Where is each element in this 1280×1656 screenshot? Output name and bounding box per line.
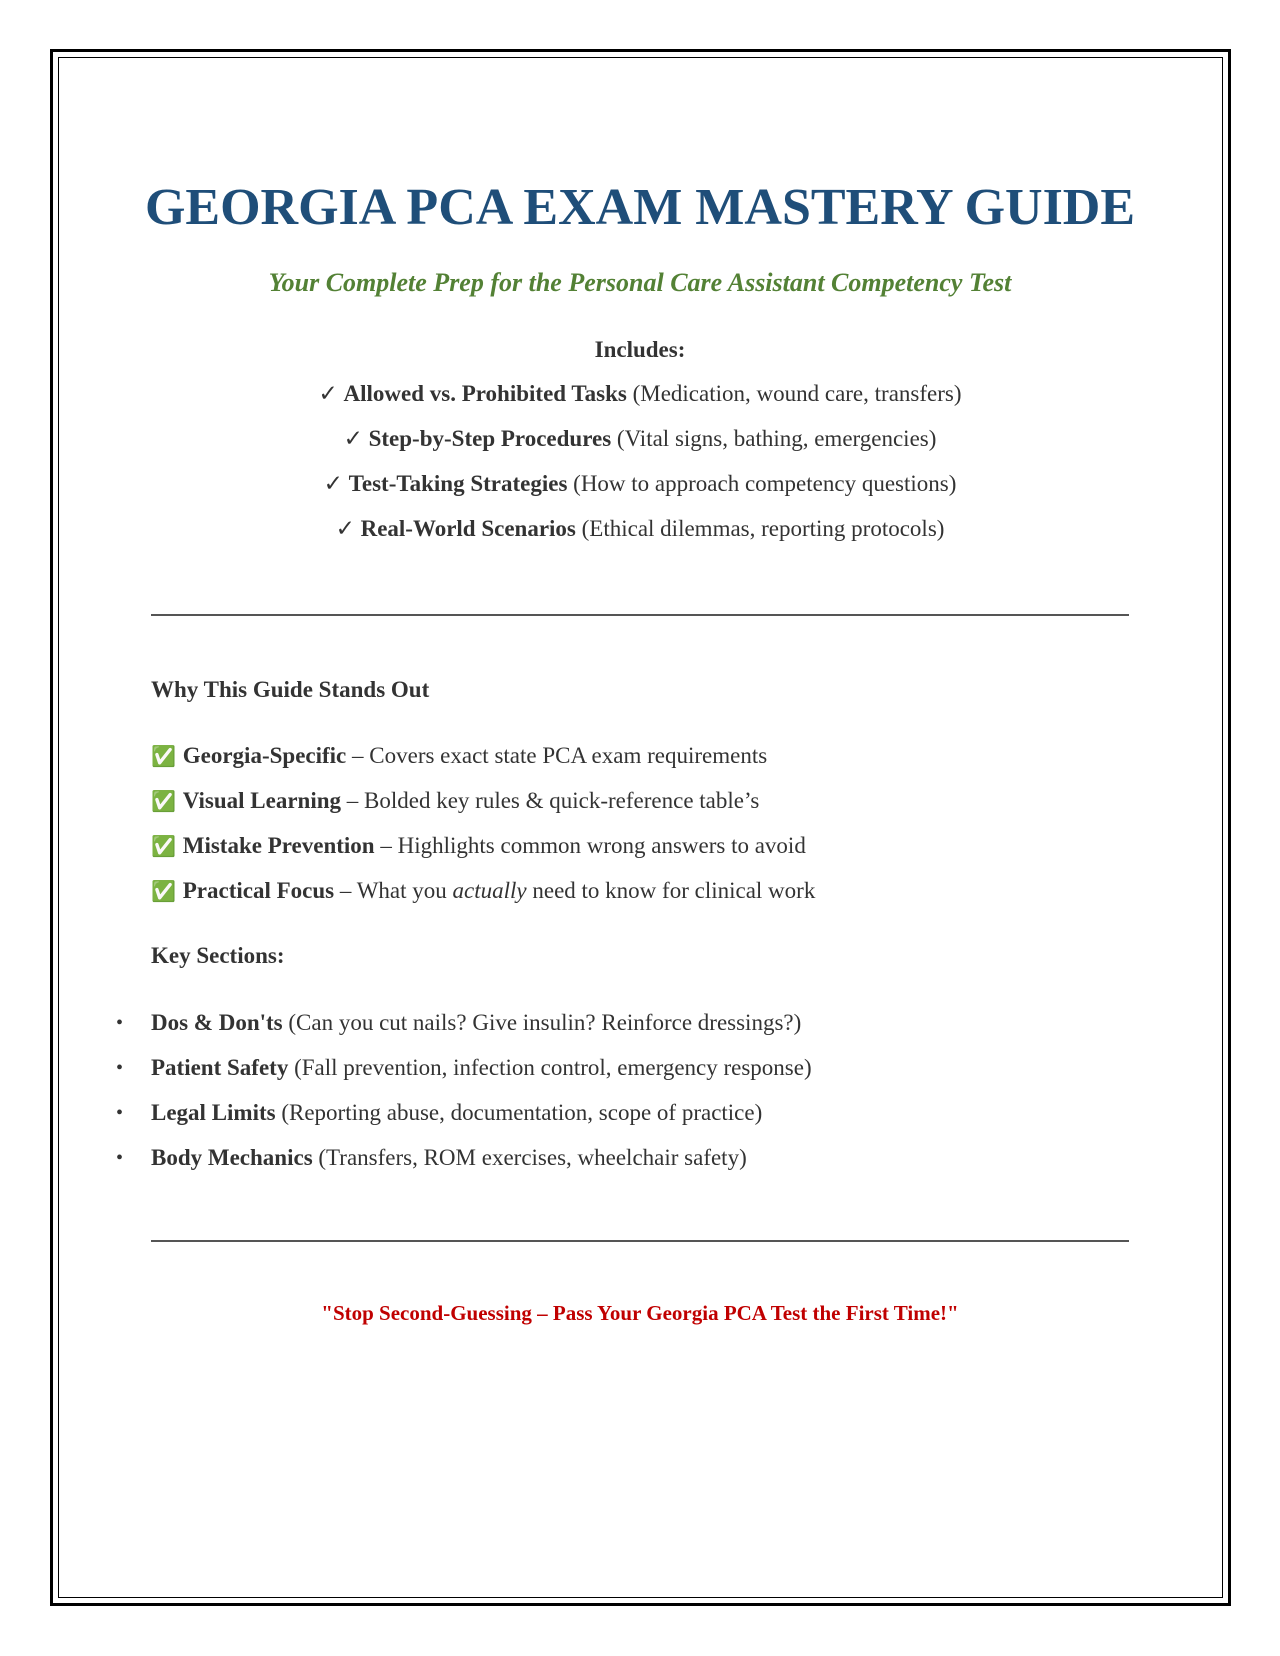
why-list [151,742,815,922]
item-detail: (Transfers, ROM exercises, wheelchair safety) [318,1145,747,1170]
item-detail: – Bolded key rules & quick-reference table’s [346,788,760,813]
includes-heading: Includes: [594,337,686,362]
item-title: Dos & Don'ts [151,1010,283,1035]
list-item [151,742,815,787]
item-title: Allowed vs. Prohibited Tasks [343,381,627,406]
divider-bottom [151,1240,1129,1242]
item-detail: – Highlights common wrong answers to avoid [380,833,806,858]
list-item [112,1144,812,1189]
item-detail: (Can you cut nails? Give insulin? Reinforce dressings?) [288,1010,802,1035]
divider-top [151,614,1129,616]
item-title: Real-World Scenarios [360,516,576,541]
item-detail: (Medication, wound care, transfers) [632,381,962,406]
item-title: Test-Taking Strategies [348,471,568,496]
bullet-icon: • [116,1057,124,1079]
tagline: "Stop Second-Guessing – Pass Your Georgia PCA Test the First Time!" [321,1301,959,1325]
item-detail: – Covers exact state PCA exam requirements [352,743,768,768]
page-title: GEORGIA PCA EXAM MASTERY GUIDE [144,179,1136,236]
check-icon: ✓ [318,381,338,406]
bullet-icon: • [116,1012,124,1034]
check-mark-icon: ✅ [151,879,176,903]
list-item [151,877,815,922]
list-item [112,1099,812,1144]
item-title: Georgia-Specific [182,743,347,768]
check-icon: ✓ [343,426,363,451]
item-detail-pre: – What you [339,878,447,903]
item-title: Patient Safety [151,1055,289,1080]
bullet-icon: • [116,1102,124,1124]
bullet-icon: • [116,1147,124,1169]
item-detail: (How to approach competency questions) [573,471,957,496]
check-mark-icon: ✅ [151,834,176,858]
list-item [0,425,1280,470]
item-detail: (Reporting abuse, documentation, scope of practice) [281,1100,763,1125]
item-detail-post: need to know for clinical work [532,878,816,903]
list-item [0,380,1280,425]
check-mark-icon: ✅ [151,744,176,768]
list-item [0,515,1280,560]
list-item [0,470,1280,515]
list-item [112,1009,812,1054]
page-subtitle: Your Complete Prep for the Personal Care Assistant Competency Test [268,268,1012,297]
item-title: Mistake Prevention [182,833,375,858]
item-detail: (Vital signs, bathing, emergencies) [616,426,937,451]
list-item [112,1054,812,1099]
item-title: Practical Focus [182,878,335,903]
item-detail: (Fall prevention, infection control, emergency response) [294,1055,812,1080]
why-heading: Why This Guide Stands Out [151,677,430,702]
key-sections-heading: Key Sections: [151,943,285,968]
key-sections-list [112,1009,812,1189]
item-detail: (Ethical dilemmas, reporting protocols) [581,516,945,541]
includes-list [0,380,1280,560]
item-title: Body Mechanics [151,1145,313,1170]
item-title: Step-by-Step Procedures [368,426,612,451]
check-mark-icon: ✅ [151,789,176,813]
check-icon: ✓ [323,471,343,496]
check-icon: ✓ [335,516,355,541]
item-title: Legal Limits [151,1100,276,1125]
item-title: Visual Learning [182,788,342,813]
item-detail-emphasis: actually [452,878,527,903]
list-item [151,787,815,832]
list-item [151,832,815,877]
